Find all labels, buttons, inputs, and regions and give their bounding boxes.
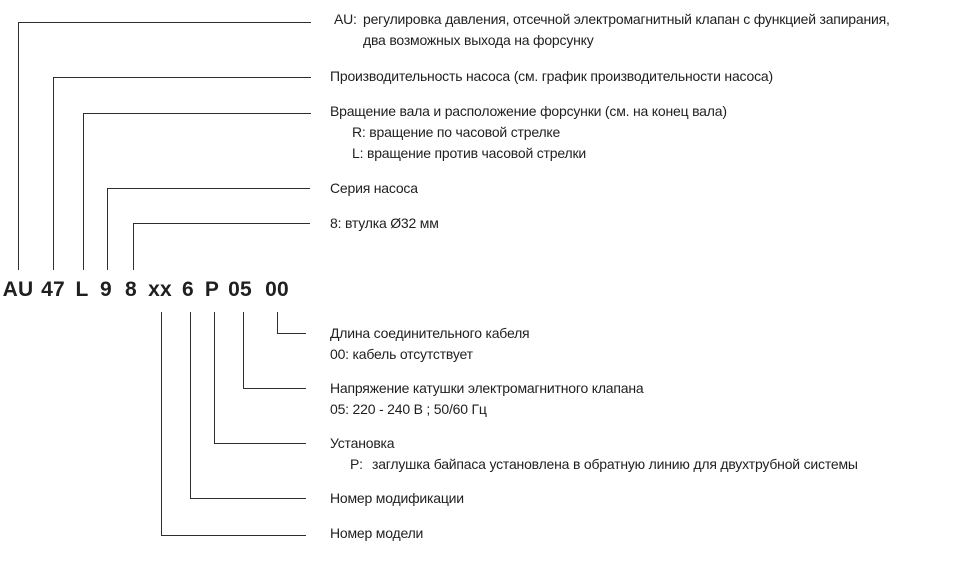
connector-00 [277,312,306,334]
pressure-regulation-line1: AU: регулировка давления, отсечной электромагнитный клапан с функцией запирания, [334,9,890,30]
pressure-regulation-prefix: AU: [334,11,357,27]
code-segment-05: 05 [228,278,252,301]
cable-length-detail: 00: кабель отсутствует [330,346,473,362]
shaft-rotation-title: Вращение вала и расположение форсунки (см. на конец вала) [330,103,727,119]
coil-voltage-title: Напряжение катушки электромагнитного клапана [330,380,644,396]
coil-voltage-detail: 05: 220 - 240 В ; 50/60 Гц [330,401,487,417]
code-segment-47: 47 [41,278,65,301]
label-coil-voltage [330,378,643,420]
pressure-regulation-line2: два возможных выхода на форсунку [363,32,594,48]
installation-option-prefix: P: [350,456,363,472]
label-pump-series: Серия насоса [330,180,418,196]
code-segment-au: AU [2,278,34,301]
label-rotation-option-r: R: вращение по часовой стрелке [352,124,561,140]
label-pump-capacity: Производительность насоса (см. график производительности насоса) [330,68,773,84]
label-rotation-option-l: L: вращение против часовой стрелки [352,145,586,161]
label-installation [330,433,858,475]
code-segment-l: L [75,278,89,301]
code-segment-xx: xx [148,278,172,301]
label-pressure-regulation [334,9,890,51]
code-segment-p: P [204,278,220,301]
installation-title: Установка [330,435,395,451]
code-segment-00: 00 [265,278,289,301]
connector-8 [133,223,310,270]
label-installation-option-p: P: заглушка байпаса установлена в обратную линию для двухтрубной системы [330,454,858,475]
code-segment-6: 6 [182,278,194,301]
label-modification-number: Номер модификации [330,490,464,506]
label-cable-length [330,323,529,365]
code-segment-8: 8 [125,278,137,301]
cable-length-title: Длина соединительного кабеля [330,325,530,341]
code-segment-9: 9 [100,278,112,301]
label-model-number: Номер модели [330,525,424,541]
label-shaft-rotation [330,101,727,164]
label-bushing: 8: втулка Ø32 мм [330,215,439,231]
